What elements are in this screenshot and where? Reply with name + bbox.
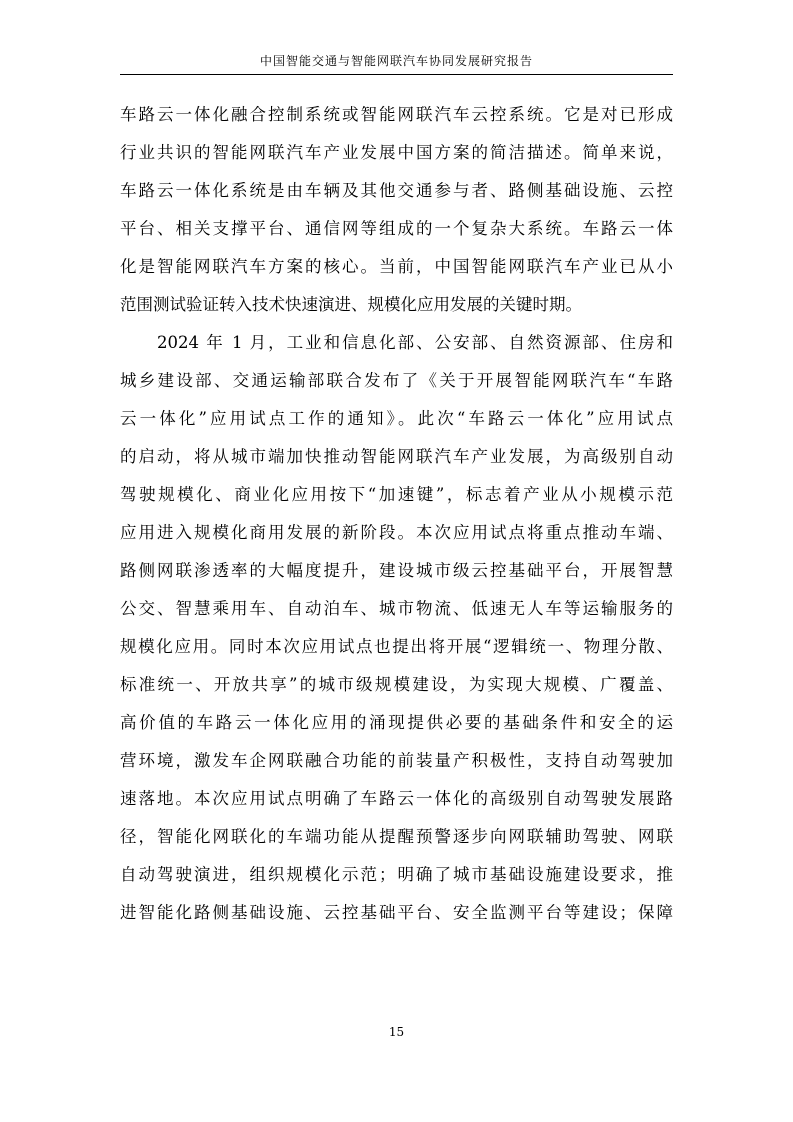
text-line: 公交、智慧乘用车、自动泊车、城市物流、低速无人车等运输服务的 bbox=[120, 599, 673, 618]
text-line: 营环境，激发车企网联融合功能的前装量产积极性，支持自动驾驶加 bbox=[120, 751, 673, 770]
paragraph-2 bbox=[120, 324, 673, 932]
text-line: 标准统一、开放共享”的城市级规模建设，为实现大规模、广覆盖、 bbox=[120, 675, 673, 694]
text-line: 城乡建设部、交通运输部联合发布了《关于开展智能网联汽车“车路 bbox=[120, 371, 673, 390]
paragraph-1 bbox=[120, 96, 673, 324]
text-line: 化是智能网联汽车方案的核心。当前，中国智能网联汽车产业已从小 bbox=[120, 257, 673, 276]
text-line: 2024 年 1 月，工业和信息化部、公安部、自然资源部、住房和 bbox=[120, 333, 673, 352]
page-number: 15 bbox=[388, 1025, 405, 1039]
text-line: 车路云一体化系统是由车辆及其他交通参与者、路侧基础设施、云控 bbox=[120, 181, 673, 200]
text-line: 行业共识的智能网联汽车产业发展中国方案的简洁描述。简单来说， bbox=[120, 143, 673, 162]
text-line: 规模化应用。同时本次应用试点也提出将开展“逻辑统一、物理分散、 bbox=[120, 637, 673, 656]
text-line: 云一体化”应用试点工作的通知》。此次“车路云一体化”应用试点 bbox=[120, 409, 673, 428]
text-line: 自动驾驶演进，组织规模化示范；明确了城市基础设施建设要求，推 bbox=[120, 865, 673, 884]
text-line: 车路云一体化融合控制系统或智能网联汽车云控系统。它是对已形成 bbox=[120, 105, 673, 124]
text-line: 应用进入规模化商用发展的新阶段。本次应用试点将重点推动车端、 bbox=[120, 523, 673, 542]
text-line: 的启动，将从城市端加快推动智能网联汽车产业发展，为高级别自动 bbox=[120, 447, 673, 466]
text-line: 路侧网联渗透率的大幅度提升，建设城市级云控基础平台，开展智慧 bbox=[120, 561, 673, 580]
body-text bbox=[120, 96, 673, 932]
text-line: 驾驶规模化、商业化应用按下“加速键”，标志着产业从小规模示范 bbox=[120, 485, 673, 504]
text-line: 进智能化路侧基础设施、云控基础平台、安全监测平台等建设；保障 bbox=[120, 903, 673, 922]
text-line: 径，智能化网联化的车端功能从提醒预警逐步向网联辅助驾驶、网联 bbox=[120, 827, 673, 846]
text-line: 高价值的车路云一体化应用的涌现提供必要的基础条件和安全的运 bbox=[120, 713, 673, 732]
text-line: 速落地。本次应用试点明确了车路云一体化的高级别自动驾驶发展路 bbox=[120, 789, 673, 808]
running-header: 中国智能交通与智能网联汽车协同发展研究报告 bbox=[259, 54, 533, 68]
text-line: 范围测试验证转入技术快速演进、规模化应用发展的关键时期。 bbox=[120, 295, 582, 314]
header-divider bbox=[120, 74, 673, 75]
text-line: 平台、相关支撑平台、通信网等组成的一个复杂大系统。车路云一体 bbox=[120, 219, 673, 238]
